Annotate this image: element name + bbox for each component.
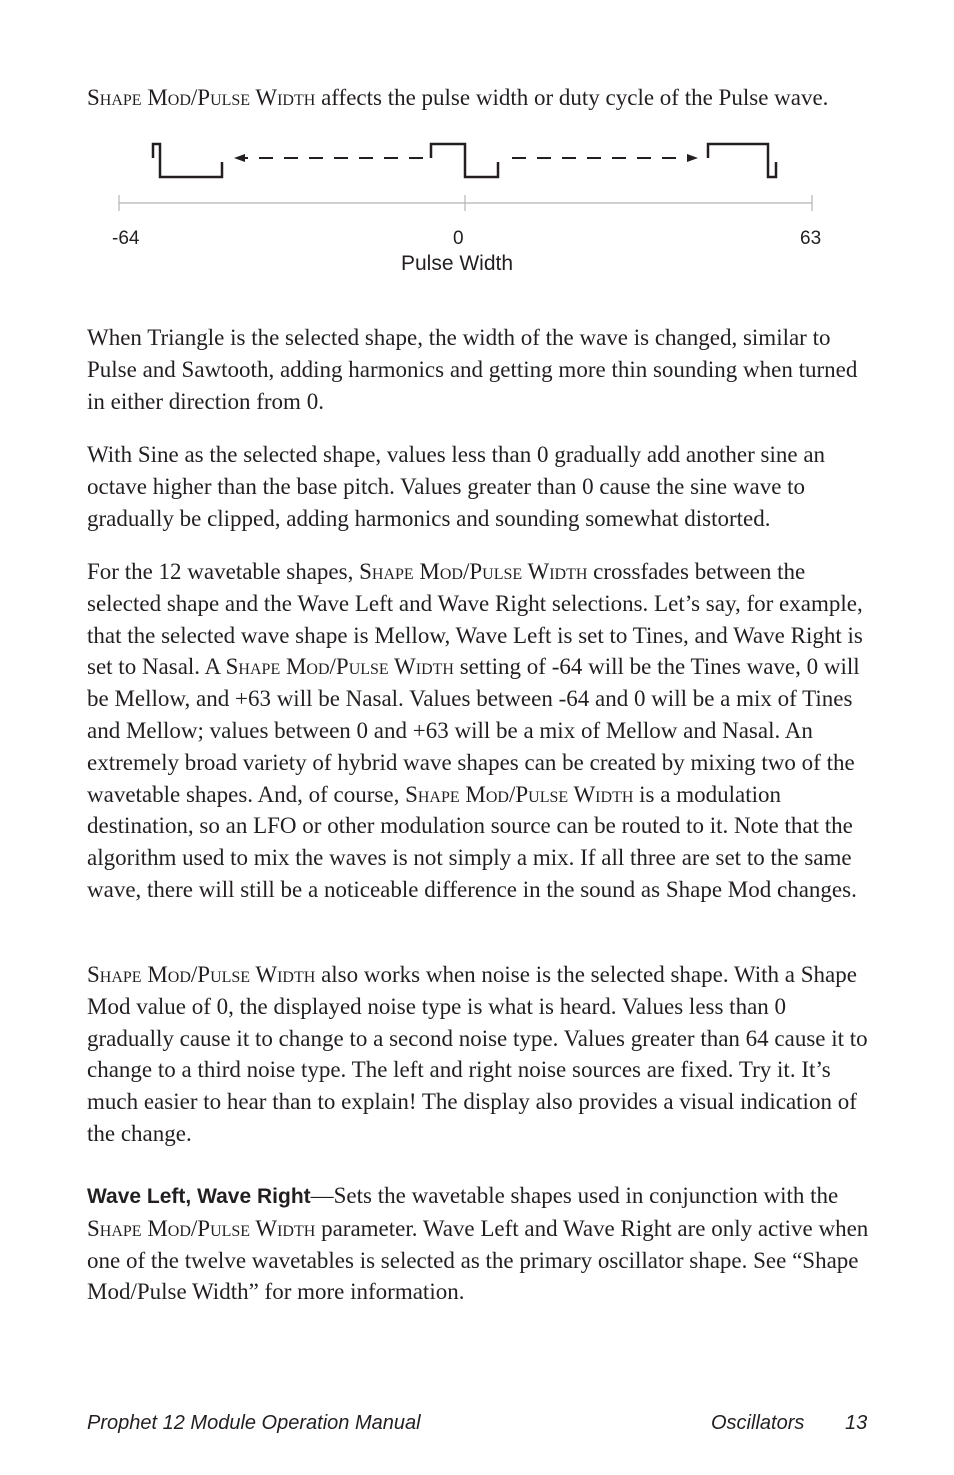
wavetable-text-4: is a modulation destination, so an LFO or other modulation source can be routed to it. Note that the algorithm used to mix the waves is not simply a mix. If all three are set to the same wave, there will still be a noticeable difference in the sound as Shape Mod changes.: [87, 781, 857, 902]
noise-paragraph: [87, 959, 877, 1150]
em-dash: —: [310, 1183, 334, 1208]
axis-title: Pulse Width: [401, 252, 514, 275]
wave-text-1: Sets the wavetable shapes used in conjunction with the: [333, 1183, 839, 1208]
narrow-pulse-wave: [153, 144, 222, 177]
wide-pulse-wave: [708, 144, 776, 177]
pulse-width-diagram: [0, 0, 954, 300]
axis-label-min: -64: [112, 228, 140, 249]
square-pulse-wave: [431, 144, 498, 177]
term-shape-mod: Shape Mod/Pulse Width: [87, 962, 316, 987]
wave-left-right-paragraph: [87, 1180, 877, 1308]
wavetable-text-2: crossfades between the selected shape and the Wave Left and Wave Right selections. Let’s say, for example, that the selected wave shape is Mellow, Wave Left is set to Tines, and Wave Right is set to Nasal. A: [87, 559, 863, 680]
wavetable-text-1: For the 12 wavetable shapes,: [87, 559, 360, 584]
noise-text: also works when noise is the selected shape. With a Shape Mod value of 0, the displayed noise type is what is heard. Values less than 0 gradually cause it to change to a second noise type. Values greater than 64 cause it to change to a third noise type. The left and right noise sources are fixed. Try it. It’s much easier to hear than to explain! The display also provides a visual indication of the change.: [87, 962, 868, 1146]
term-shape-mod: Shape Mod/Pulse Width: [225, 654, 454, 680]
term-shape-mod: Shape Mod/Pulse Width: [87, 1215, 316, 1241]
sine-paragraph: With Sine as the selected shape, values less than 0 gradually add another sine an octave higher than the base pitch. Values greater than 0 cause the sine wave to gradually be clipped, adding harmonics and sounding somewhat distorted.: [87, 442, 826, 531]
footer-section: Oscillators: [711, 1412, 805, 1434]
triangle-paragraph: When Triangle is the selected shape, the width of the wave is changed, similar to Pulse and Sawtooth, adding harmonics and getting more thin sounding when turned in either direction from 0.: [87, 325, 858, 414]
wavetable-paragraph: [87, 556, 877, 906]
term-shape-mod: Shape Mod/Pulse Width: [87, 85, 316, 110]
wave-text-2: parameter. Wave Left and Wave Right are only active when one of the twelve wavetables is selected as the primary oscillator shape. See “Shape Mod/Pulse Width” for more information.: [87, 1215, 869, 1305]
term-shape-mod: Shape Mod/Pulse Width: [405, 781, 634, 807]
footer-page-number: 13: [845, 1412, 868, 1434]
intro-text: affects the pulse width or duty cycle of the Pulse wave.: [315, 85, 829, 110]
term-shape-mod: Shape Mod/Pulse Width: [359, 559, 588, 584]
wave-left-right-heading: Wave Left, Wave Right: [87, 1185, 311, 1208]
right-arrowhead: [687, 154, 698, 162]
left-arrowhead: [234, 154, 245, 162]
axis-label-mid: 0: [453, 228, 464, 249]
axis-label-max: 63: [800, 228, 822, 249]
wavetable-text-3: setting of -64 will be the Tines wave, 0 will be Mellow, and +63 will be Nasal. Values between -64 and 0 will be a mix of Tines and Mellow; values between 0 and +63 will be a mix of Mellow and Nasal. An extremely broad variety of hybrid wave shapes can be created by mixing two of the wavetable shapes. And, of course,: [87, 654, 860, 807]
footer-manual-title: Prophet 12 Module Operation Manual: [87, 1412, 421, 1434]
